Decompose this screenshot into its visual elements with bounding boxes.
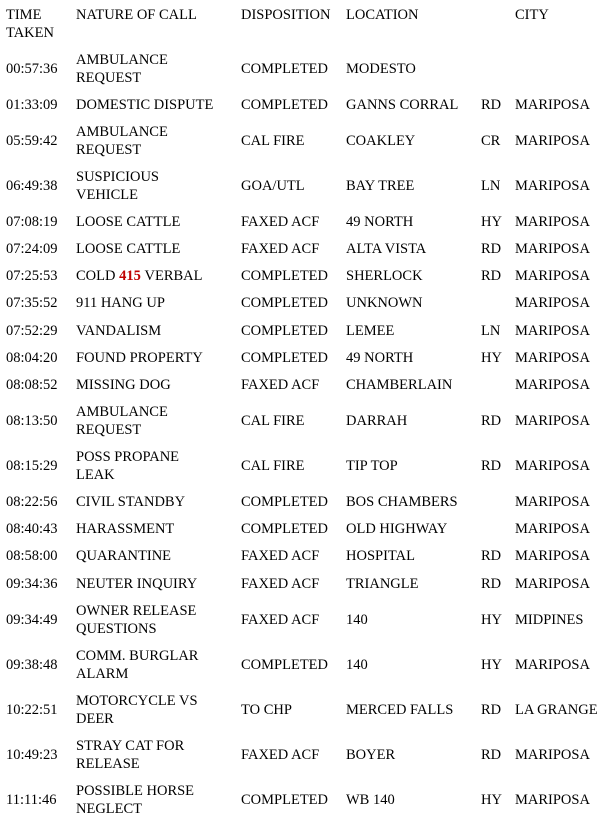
nature-cell: OWNER RELEASE QUESTIONS xyxy=(76,602,197,637)
nature-cell: HARASSMENT xyxy=(76,521,175,538)
time-cell: 07:35:52 xyxy=(6,295,58,312)
time-cell: 10:49:23 xyxy=(6,746,58,763)
penal-code-highlight: 415 xyxy=(119,268,141,285)
table-row xyxy=(0,46,614,91)
nature-cell: STRAY CAT FOR RELEASE xyxy=(76,737,185,772)
nature-cell: VANDALISM xyxy=(76,322,162,339)
table-row xyxy=(0,444,614,489)
disposition-cell: COMPLETED xyxy=(241,60,328,77)
city-cell: MARIPOSA xyxy=(515,268,590,285)
nature-cell: CIVIL STANDBY xyxy=(76,494,186,511)
city-cell: MARIPOSA xyxy=(515,322,590,339)
table-row xyxy=(0,399,614,444)
table-row xyxy=(0,777,614,822)
disposition-cell: FAXED ACF xyxy=(241,746,320,763)
table-row xyxy=(0,371,614,398)
disposition-cell: COMPLETED xyxy=(241,349,328,366)
street-type-cell: RD xyxy=(481,575,502,592)
table-row xyxy=(0,489,614,516)
location-cell: LEMEE xyxy=(346,322,395,339)
city-cell: MARIPOSA xyxy=(515,295,590,312)
location-cell: CHAMBERLAIN xyxy=(346,376,453,393)
nature-text: COLD xyxy=(76,268,116,285)
nature-cell: POSSIBLE HORSE NEGLECT xyxy=(76,782,195,817)
time-cell: 07:24:09 xyxy=(6,240,58,257)
nature-suffix: VERBAL xyxy=(144,268,203,285)
street-type-cell: LN xyxy=(481,177,501,194)
street-type-cell: HY xyxy=(481,791,502,808)
disposition-cell: COMPLETED xyxy=(241,268,328,285)
street-type-cell xyxy=(481,46,511,91)
table-row xyxy=(0,208,614,235)
street-type-cell: CR xyxy=(481,132,501,149)
table-row xyxy=(0,344,614,371)
city-cell: MARIPOSA xyxy=(515,548,590,565)
table-row xyxy=(0,235,614,262)
disposition-cell: COMPLETED xyxy=(241,494,328,511)
table-row xyxy=(0,263,614,290)
nature-cell: DOMESTIC DISPUTE xyxy=(76,96,214,113)
location-cell: OLD HIGHWAY xyxy=(346,521,448,538)
time-cell: 09:34:36 xyxy=(6,575,58,592)
time-cell: 01:33:09 xyxy=(6,96,58,113)
header-nature-of-call: NATURE OF CALL xyxy=(76,7,197,23)
time-cell: 08:04:20 xyxy=(6,349,58,366)
time-cell: 08:08:52 xyxy=(6,376,58,393)
city-cell: MARIPOSA xyxy=(515,494,590,511)
disposition-cell: COMPLETED xyxy=(241,295,328,312)
table-row xyxy=(0,570,614,597)
city-cell: MARIPOSA xyxy=(515,213,590,230)
table-row xyxy=(0,642,614,687)
disposition-cell: COMPLETED xyxy=(241,791,328,808)
nature-cell: LOOSE CATTLE xyxy=(76,240,181,257)
nature-cell xyxy=(76,263,236,290)
city-cell: MARIPOSA xyxy=(515,791,590,808)
nature-cell: QUARANTINE xyxy=(76,548,172,565)
disposition-cell: COMPLETED xyxy=(241,656,328,673)
location-cell: TIP TOP xyxy=(346,458,398,474)
location-cell: HOSPITAL xyxy=(346,548,415,565)
location-cell: COAKLEY xyxy=(346,132,416,149)
city-cell: MARIPOSA xyxy=(515,521,590,538)
location-cell: 49 NORTH xyxy=(346,349,414,366)
disposition-cell: FAXED ACF xyxy=(241,213,320,230)
disposition-cell: COMPLETED xyxy=(241,322,328,339)
nature-cell: FOUND PROPERTY xyxy=(76,349,203,366)
time-cell: 09:38:48 xyxy=(6,656,58,673)
street-type-cell: LN xyxy=(481,322,501,339)
nature-cell: COMM. BURGLAR ALARM xyxy=(76,647,199,682)
table-row xyxy=(0,163,614,208)
city-cell: MARIPOSA xyxy=(515,458,590,474)
location-cell: 140 xyxy=(346,656,368,673)
street-type-cell xyxy=(481,371,511,398)
header-location: LOCATION xyxy=(346,7,419,23)
time-cell: 07:08:19 xyxy=(6,213,58,230)
call-rows xyxy=(0,46,614,822)
city-cell xyxy=(515,46,613,91)
nature-cell: NEUTER INQUIRY xyxy=(76,575,198,592)
time-cell: 07:52:29 xyxy=(6,322,58,339)
disposition-cell: FAXED ACF xyxy=(241,575,320,592)
header-disposition: DISPOSITION xyxy=(241,7,331,23)
street-type-cell: RD xyxy=(481,746,502,763)
nature-cell: AMBULANCE REQUEST xyxy=(76,123,168,158)
city-cell: MARIPOSA xyxy=(515,96,590,113)
city-cell: MARIPOSA xyxy=(515,376,590,393)
city-cell: MARIPOSA xyxy=(515,656,590,673)
city-cell: MARIPOSA xyxy=(515,575,590,592)
street-type-cell: RD xyxy=(481,268,502,285)
city-cell: MARIPOSA xyxy=(515,349,590,366)
city-cell: MARIPOSA xyxy=(515,132,590,149)
disposition-cell: CAL FIRE xyxy=(241,413,305,429)
location-cell: ALTA VISTA xyxy=(346,240,427,257)
nature-cell: AMBULANCE REQUEST xyxy=(76,404,168,438)
location-cell: BOYER xyxy=(346,746,396,763)
nature-cell: LOOSE CATTLE xyxy=(76,213,181,230)
header-row xyxy=(0,0,614,46)
disposition-cell: COMPLETED xyxy=(241,521,328,538)
time-cell: 00:57:36 xyxy=(6,60,58,77)
city-cell: MARIPOSA xyxy=(515,240,590,257)
location-cell: MERCED FALLS xyxy=(346,701,454,718)
table-row xyxy=(0,543,614,570)
street-type-cell: HY xyxy=(481,656,502,673)
street-type-cell: HY xyxy=(481,611,502,628)
nature-cell: POSS PROPANE LEAK xyxy=(76,449,180,483)
header-city: CITY xyxy=(515,7,549,23)
time-cell: 11:11:46 xyxy=(6,791,57,808)
nature-cell: MOTORCYCLE VS DEER xyxy=(76,692,198,727)
time-cell: 05:59:42 xyxy=(6,132,58,149)
street-type-cell xyxy=(481,290,511,317)
city-cell: LA GRANGE xyxy=(515,701,598,718)
time-cell: 08:13:50 xyxy=(6,413,58,429)
nature-cell: AMBULANCE REQUEST xyxy=(76,51,168,86)
time-cell: 08:22:56 xyxy=(6,494,58,511)
location-cell: TRIANGLE xyxy=(346,575,419,592)
table-row xyxy=(0,118,614,163)
location-cell: GANNS CORRAL xyxy=(346,96,459,113)
location-cell: BOS CHAMBERS xyxy=(346,494,458,511)
disposition-cell: GOA/UTL xyxy=(241,177,305,194)
location-cell: 49 NORTH xyxy=(346,213,414,230)
street-type-cell: RD xyxy=(481,701,502,718)
table-row xyxy=(0,597,614,642)
street-type-cell: RD xyxy=(481,458,502,474)
disposition-cell: TO CHP xyxy=(241,701,292,718)
city-cell: MARIPOSA xyxy=(515,177,590,194)
street-type-cell xyxy=(481,489,511,516)
location-cell: DARRAH xyxy=(346,413,408,429)
time-cell: 07:25:53 xyxy=(6,268,58,285)
disposition-cell: FAXED ACF xyxy=(241,611,320,628)
nature-cell: MISSING DOG xyxy=(76,376,171,393)
location-cell: MODESTO xyxy=(346,60,416,77)
time-cell: 08:40:43 xyxy=(6,521,58,538)
table-row xyxy=(0,516,614,543)
city-cell: MARIPOSA xyxy=(515,413,590,429)
disposition-cell: FAXED ACF xyxy=(241,376,320,393)
city-cell: MARIPOSA xyxy=(515,746,590,763)
location-cell: WB 140 xyxy=(346,791,395,808)
location-cell: BAY TREE xyxy=(346,177,415,194)
header-time-taken: TIME TAKEN xyxy=(6,7,54,41)
nature-cell: SUSPICIOUS VEHICLE xyxy=(76,168,159,203)
disposition-cell: CAL FIRE xyxy=(241,458,305,474)
time-cell: 09:34:49 xyxy=(6,611,58,628)
time-cell: 08:15:29 xyxy=(6,458,58,474)
location-cell: UNKNOWN xyxy=(346,295,423,312)
disposition-cell: FAXED ACF xyxy=(241,240,320,257)
nature-cell: 911 HANG UP xyxy=(76,295,165,312)
table-row xyxy=(0,91,614,118)
time-cell: 08:58:00 xyxy=(6,548,58,565)
table-row xyxy=(0,687,614,732)
disposition-cell: CAL FIRE xyxy=(241,132,305,149)
location-cell: 140 xyxy=(346,611,368,628)
table-row xyxy=(0,290,614,317)
street-type-cell: RD xyxy=(481,548,502,565)
street-type-cell: RD xyxy=(481,96,502,113)
disposition-cell: FAXED ACF xyxy=(241,548,320,565)
street-type-cell xyxy=(481,516,511,543)
street-type-cell: RD xyxy=(481,240,502,257)
time-cell: 10:22:51 xyxy=(6,701,58,718)
street-type-cell: RD xyxy=(481,413,502,429)
table-row xyxy=(0,317,614,344)
street-type-cell: HY xyxy=(481,213,502,230)
time-cell: 06:49:38 xyxy=(6,177,58,194)
table-row xyxy=(0,732,614,777)
location-cell: SHERLOCK xyxy=(346,268,423,285)
disposition-cell: COMPLETED xyxy=(241,96,328,113)
street-type-cell: HY xyxy=(481,349,502,366)
city-cell: MIDPINES xyxy=(515,611,584,628)
